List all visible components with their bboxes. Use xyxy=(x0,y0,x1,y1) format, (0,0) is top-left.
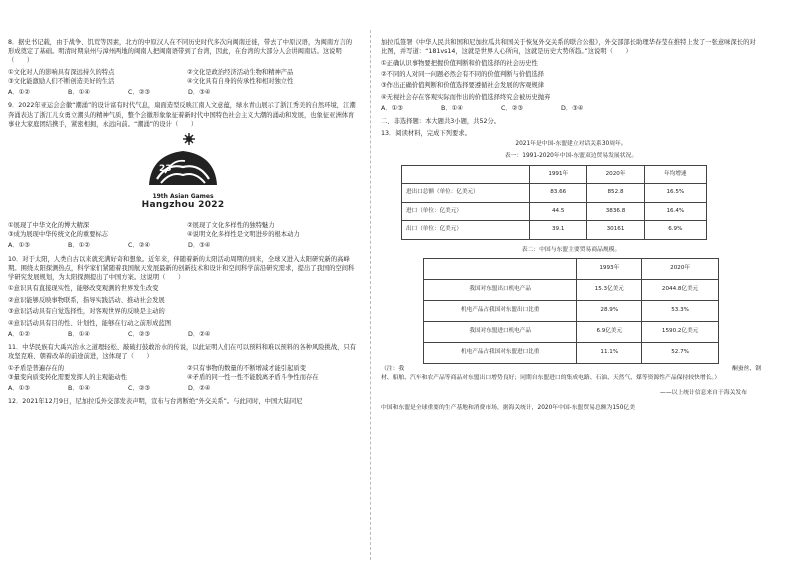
table-cell: 我国对东盟出口机电产品 xyxy=(424,279,577,300)
answer-choice: C．②③ xyxy=(128,385,150,393)
table-cell: 机电产品占我国对东盟进口比重 xyxy=(424,342,577,363)
answer-choice: A．①② xyxy=(8,330,30,338)
note-left: （注：我 xyxy=(381,365,405,372)
question-13-stem: 13．阅读材料，完成下列要求。 xyxy=(381,129,471,137)
question-8-stem: 8．据史书记载，由于战争、饥荒等因素，北方的中原汉人在不同历史时代多次向闽南迁徙，带去了中原汉语，为闽南方言的形成奠定了基础。明清时期泉州与漳州两地的闽南人把闽南语带到了台湾，因此，在台湾的大部分人会讲闽南话。这说明（ ） xyxy=(8,39,353,65)
table-cell: 852.8 xyxy=(587,184,644,203)
logo-line-2: Hangzhou 2022 xyxy=(141,200,225,211)
table-cell: 6.9亿美元 xyxy=(577,321,642,342)
question-12-stem-start: 12．2021年12月9日，尼加拉瓜外交部发表声明，宣布与台湾断绝“外交关系”。与此同时，中国大陆同尼 xyxy=(8,398,303,406)
table-header-cell: 1991年 xyxy=(530,165,587,184)
answer-choice: D．③④ xyxy=(188,242,211,250)
table-cell: 2044.8亿美元 xyxy=(642,279,719,300)
table-cell: 16.5% xyxy=(644,184,706,203)
answer-choice: B．①④ xyxy=(68,89,90,97)
table-header-cell: 2020年 xyxy=(642,258,719,279)
table-header-cell: 2020年 xyxy=(587,165,644,184)
option: ③量变向质变转化需要发挥人的主观能动性 xyxy=(8,373,127,381)
table-row xyxy=(424,300,719,321)
answer-choice: B．①④ xyxy=(68,385,90,393)
option: ④无视社会存在客观实际而作出的价值选择终究会被历史抛弃 xyxy=(381,93,551,101)
answer-choice: C．②④ xyxy=(128,242,150,250)
table-header-cell: 1993年 xyxy=(577,258,642,279)
logo-line-1: 19th Asian Games xyxy=(152,193,214,201)
answer-choice: D．②④ xyxy=(188,330,211,338)
table-cell: 进出口总额（单位：亿美元） xyxy=(402,184,530,203)
table-cell: 83.66 xyxy=(530,184,587,203)
answer-choice: C．②③ xyxy=(501,105,523,113)
column-divider xyxy=(370,30,371,560)
answer-choice: B．①④ xyxy=(441,105,463,113)
table-row xyxy=(424,342,719,363)
table-cell: 30161 xyxy=(587,221,644,240)
table-cell: 52.7% xyxy=(642,342,719,363)
option: ②文化是政治经济活动生物和精神产品 xyxy=(187,68,294,76)
right-column xyxy=(381,38,761,416)
table-row xyxy=(402,221,707,240)
option: ④文化具有自身的传承性和相对独立性 xyxy=(187,78,294,85)
table-cell: 15.3亿美元 xyxy=(577,279,642,300)
table-cell: 28.9% xyxy=(577,300,642,321)
table-row xyxy=(424,321,719,342)
option: ④说明文化多样性是文明进步的根本动力 xyxy=(187,231,300,239)
table-cell: 3836.8 xyxy=(587,202,644,221)
option: ①文化对人的影响具有深远持久的特点 xyxy=(8,68,115,76)
table-header-row xyxy=(424,258,719,279)
answer-choice: A．①③ xyxy=(381,105,403,113)
section-2-heading: 二、非选择题：本大题共3小题，共52分。 xyxy=(381,118,501,126)
option: ①正确认识事物要把握价值判断和价值选择的社会历史性 xyxy=(381,59,538,67)
question-11-stem: 11．中华民族有大禹兴治水之道理轻松、敲破打鼓敢治水的传说，以此证明人们在可以预料和难以预料的各种风险挑战，只有攻坚克难、朝着改革的前途前进，这体现了（ ） xyxy=(8,344,357,361)
material-paragraph: 中国和东盟是全球重要的生产基地和消费市场，据海关统计，2020年中国-东盟贸易总额为150亿美 xyxy=(381,405,635,412)
table-cell: 16.4% xyxy=(644,202,706,221)
option: ③文化能激励人们不断创造美好的生活 xyxy=(8,78,115,85)
answer-choice: A．①② xyxy=(8,89,30,97)
option: ①意识具有直接现实性，能够改变观测的世界发生改变 xyxy=(8,285,159,293)
answer-choice: C．②③ xyxy=(128,89,150,97)
answer-choice: A．①③ xyxy=(8,385,30,393)
question-9-stem: 9．2022年亚运会会徽“潮涌”的设计富有时代气息，扇面造型反映江南人文意蕴，绿水青山展示了浙江秀美的自然环境，江潮奔涌表达了浙江儿女勇立潮头的精神气质，整个会徽形象象征着新时代中国特色社会主义大潮的涌动和发展，也象征亚洲体育事业大家庭团结携手，紧密相拥，永远向前。“潮涌”的设计（ ） xyxy=(8,102,356,128)
question-11-answers xyxy=(8,384,248,393)
question-10-stem: 10．对于太阳，人类自古以来就充满好奇和想象。近年来，伴随着新的太阳活动周期的到来，全球又进入太阳研究新的高峰期。围绕太阳探测热点，科学家们紧随着我国航天发展最新的创新技术和设计和空间科学前沿研究需求，提出了我国的空间科学研究发展规划，为太阳探测提出了中国方案。这说明（ ） xyxy=(8,255,355,282)
option: ③作出正确价值判断和价值选择要遵循社会发展的客观规律 xyxy=(381,82,545,90)
question-9-options xyxy=(8,221,358,239)
note-right: 酮蚕丝、钢 xyxy=(732,365,761,372)
table-cell: 44.5 xyxy=(530,202,587,221)
table-cell: 我国对东盟进口机电产品 xyxy=(424,321,577,342)
left-column xyxy=(8,38,358,409)
table-cell: 11.1% xyxy=(577,342,642,363)
asian-games-logo xyxy=(8,133,358,217)
question-9-answers xyxy=(8,241,248,250)
option: ①展现了中华文化的博大精深 xyxy=(8,222,90,230)
answer-choice: D．③④ xyxy=(188,89,211,97)
option: ①矛盾是普遍存在的 xyxy=(8,364,65,372)
answer-choice: B．①② xyxy=(68,242,90,250)
answer-choice: A．①③ xyxy=(8,242,30,250)
table-cell: 6.9% xyxy=(644,221,706,240)
table-header-cell xyxy=(424,258,577,279)
question-10-answers xyxy=(8,330,248,339)
table-cell: 39.1 xyxy=(530,221,587,240)
answer-choice: B．①④ xyxy=(68,330,90,338)
table-note xyxy=(381,365,761,374)
question-8-options xyxy=(8,68,358,86)
asian-games-emblem-icon xyxy=(139,133,227,191)
table-header-cell xyxy=(402,165,530,184)
svg-text:23: 23 xyxy=(159,164,172,175)
table-2-title: 表二：中国与东盟主要贸易商品规模。 xyxy=(521,246,621,253)
option: ④意识活动具有目的性、计划性，能够在行动之前形成蓝图 xyxy=(8,319,172,327)
table-cell: 出口（单位：亿美元） xyxy=(402,221,530,240)
table-row xyxy=(424,279,719,300)
table-row xyxy=(402,202,707,221)
question-11-options xyxy=(8,364,358,382)
trade-table-2 xyxy=(423,258,719,364)
option: ②意识能够反映事物联系，指导实践活动、推动社会发展 xyxy=(8,296,165,304)
question-12-answers xyxy=(381,104,621,113)
answer-choice: C．②③ xyxy=(128,330,150,338)
answer-choice: D．②④ xyxy=(188,385,211,393)
table-header-cell: 年均增速 xyxy=(644,165,706,184)
trade-table-1 xyxy=(401,165,707,240)
material-intro: 2021年是中国-东盟建立对话关系30周年。 xyxy=(515,141,627,148)
table-header-row xyxy=(402,165,707,184)
option: ③成为展现中华传统文化的重要标志 xyxy=(8,231,109,239)
question-12-stem-cont: 加拉瓜签署《中华人民共和国和尼加拉瓜共和国关于恢复外交关系的联合公报》，外交部部长助理华春莹在推特上发了一张意味深长的对比图，并写道：“181vs14，这就是世界人心所向，这就是历史大势所趋。”这说明（ ） xyxy=(381,39,756,56)
answer-choice: D．③④ xyxy=(561,105,584,113)
option: ③意识活动具有自觉选择性，对客观世界的反映是主动的 xyxy=(8,308,165,316)
table-row xyxy=(402,184,707,203)
table-cell: 机电产品占我国对东盟出口比重 xyxy=(424,300,577,321)
table-cell: 53.3% xyxy=(642,300,719,321)
table-cell: 进口（单位：亿美元） xyxy=(402,202,530,221)
note-continued: 材、船舶、汽车和农产品等商品对东盟出口增势良好；同期自东盟进口的集成电路、石油、天然气、煤等资源性产品保持较快增长。） xyxy=(381,374,721,381)
option: ④矛盾的同一性一性不能脱离矛盾斗争性而存在 xyxy=(187,373,319,381)
question-8-answers xyxy=(8,88,248,97)
data-source: ——以上统计信息来自于海关发布 xyxy=(660,390,747,397)
table-1-title: 表一：1991-2020年中国-东盟双边贸易发展状况。 xyxy=(504,153,638,160)
table-cell: 1590.2亿美元 xyxy=(642,321,719,342)
option: ②不同的人对同一问题必然会有不同的价值判断与价值选择 xyxy=(381,70,545,78)
option: ②只有事物的数量的不断增减才能引起质变 xyxy=(187,364,306,372)
option: ②展现了文化多样性的独特魅力 xyxy=(187,222,275,230)
